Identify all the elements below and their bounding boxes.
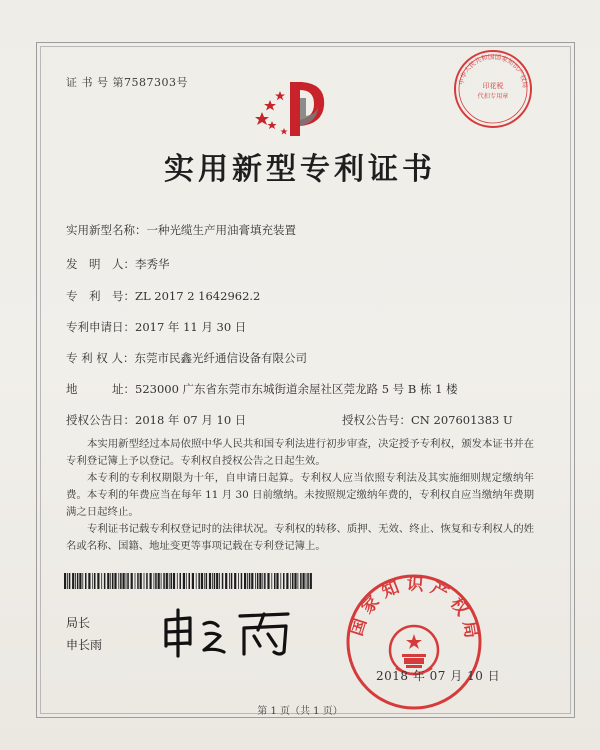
- barcode-bar: [72, 573, 74, 589]
- barcode-bar: [286, 573, 288, 589]
- barcode-bar: [158, 573, 160, 589]
- inventor-name: 李秀华: [135, 257, 170, 271]
- barcode-bar: [140, 573, 142, 589]
- barcode-bar: [276, 573, 278, 589]
- barcode-bar: [120, 573, 122, 589]
- barcode-bar: [241, 573, 243, 589]
- barcode-bar: [75, 573, 76, 589]
- barcode-bar: [77, 573, 79, 589]
- barcode-bar: [131, 573, 133, 589]
- barcode-bar: [234, 573, 236, 589]
- barcode-bar: [85, 573, 87, 589]
- barcode-bar: [238, 573, 239, 589]
- barcode-bar: [144, 573, 145, 589]
- barcode-bar: [94, 573, 96, 589]
- logo-star: [280, 128, 287, 135]
- field-label: 专 利 权 人：: [66, 351, 135, 365]
- barcode-bar: [251, 573, 253, 589]
- barcode-bar: [300, 573, 302, 589]
- barcode-bar: [107, 573, 109, 589]
- address-row: [66, 381, 458, 397]
- barcode-bar: [294, 573, 296, 589]
- barcode-bar: [264, 573, 266, 589]
- barcode-bar: [204, 573, 205, 589]
- patent-office-seal-text: 国家知识产权局: [346, 574, 482, 646]
- barcode-bar: [180, 573, 182, 589]
- barcode-bar: [310, 573, 312, 589]
- barcode-bar: [255, 573, 256, 589]
- patentee-row: [66, 350, 307, 366]
- barcode-bar: [306, 573, 307, 589]
- barcode-bar: [247, 573, 248, 589]
- barcode-bar: [171, 573, 173, 589]
- filing-date-row: [66, 319, 246, 335]
- tax-seal-ring-text: 中华人民共和国国家知识产权局: [457, 52, 530, 89]
- barcode-bar: [183, 573, 185, 589]
- logo-star: [255, 112, 269, 125]
- logo-star: [264, 100, 276, 111]
- barcode-bar: [214, 573, 216, 589]
- barcode-bar: [135, 573, 136, 589]
- barcode-bar: [112, 573, 114, 589]
- tax-seal-line1: 印花税: [482, 82, 504, 90]
- barcode-bar: [259, 573, 261, 589]
- barcode-bar: [126, 573, 127, 589]
- field-label: 地 址：: [66, 382, 135, 396]
- barcode-bar: [212, 573, 213, 589]
- barcode-bar: [192, 573, 194, 589]
- barcode-bar: [67, 573, 68, 589]
- paragraph-status: 专利证书记载专利权登记时的法律状况。专利权的转移、质押、无效、终止、恢复和专利权人的姓名或名称、国籍、地址变更等事项记载在专利登记簿上。: [66, 523, 534, 552]
- barcode-bar: [118, 573, 119, 589]
- barcode-bar: [257, 573, 259, 589]
- barcode-bar: [146, 573, 148, 589]
- barcode-bar: [216, 573, 218, 589]
- patentee-name: 东莞市民鑫光纤通信设备有限公司: [134, 351, 307, 365]
- barcode-bar: [154, 573, 155, 589]
- address: 523000 广东省东莞市东城街道余屋社区莞龙路 5 号 B 栋 1 楼: [135, 382, 458, 396]
- barcode-bar: [166, 573, 168, 589]
- barcode-bar: [249, 573, 251, 589]
- barcode-bar: [69, 573, 71, 589]
- barcode-bar: [262, 573, 263, 589]
- barcode-bar: [274, 573, 276, 589]
- logo-star: [268, 121, 277, 129]
- barcode-bar: [173, 573, 175, 589]
- barcode-bar: [150, 573, 152, 589]
- paragraph-grant: 本实用新型经过本局依照中华人民共和国专利法进行初步审查，决定授予专利权，颁发本证书并在专利登记簿上予以登记。专利权自授权公告之日起生效。: [66, 438, 534, 467]
- grant-number-row: [342, 412, 513, 428]
- barcode-bar: [303, 573, 305, 589]
- barcode-bar: [229, 573, 230, 589]
- certificate-title: 实用新型专利证书: [164, 152, 436, 187]
- grant-date-row: [66, 412, 246, 428]
- paragraph-term: 本专利的专利权期限为十年，自申请日起算。专利权人应当依照专利法及其实施细则规定缴纳年费。本专利的年费应当在每年 11 月 30 日前缴纳。未按照规定缴纳年费的，专利权自应当缴纳年费期满之日起终止。: [66, 472, 534, 518]
- inventor-row: [66, 256, 170, 272]
- logo-star: [275, 91, 285, 100]
- barcode-bar: [189, 573, 191, 589]
- barcode-bar: [219, 573, 220, 589]
- barcode-bar: [104, 573, 106, 589]
- barcode-bar: [114, 573, 116, 589]
- barcode-bar: [222, 573, 224, 589]
- barcode-bar: [201, 573, 203, 589]
- grant-number: CN 207601383 U: [411, 413, 513, 427]
- director-signature: [160, 606, 300, 658]
- patent-number: ZL 2017 2 1642962.2: [135, 289, 261, 303]
- barcode-bar: [225, 573, 227, 589]
- barcode-bar: [82, 573, 83, 589]
- barcode-bar: [206, 573, 208, 589]
- barcode-bar: [163, 573, 165, 589]
- barcode-bar: [101, 573, 102, 589]
- barcode-bar: [292, 573, 294, 589]
- barcode-bar: [307, 573, 309, 589]
- barcode-bar: [290, 573, 291, 589]
- barcode-bar: [137, 573, 139, 589]
- barcode-bar: [298, 573, 299, 589]
- utility-model-name-row: [66, 222, 296, 238]
- barcode-bar: [64, 573, 66, 589]
- barcode-bar: [280, 573, 281, 589]
- patent-office-seal: [344, 572, 484, 712]
- barcode-bar: [244, 573, 246, 589]
- patent-number-row: [66, 288, 260, 304]
- barcode-bar: [177, 573, 178, 589]
- barcode-bar: [161, 573, 162, 589]
- barcode-bar: [169, 573, 170, 589]
- barcode-bar: [88, 573, 90, 589]
- barcode-bar: [155, 573, 157, 589]
- field-label: 授权公告日：: [66, 413, 135, 427]
- filing-date: 2017 年 11 月 30 日: [135, 320, 247, 334]
- patent-office-logo: [254, 72, 334, 140]
- certificate-number: 证 书 号 第7587303号: [66, 76, 188, 89]
- barcode-bar: [127, 573, 129, 589]
- barcode-bar: [123, 573, 125, 589]
- logo-p-stroke: [290, 82, 324, 136]
- tax-seal: [452, 48, 534, 130]
- seal-date: 2018 年 07 月 10 日: [376, 669, 501, 683]
- barcode: [64, 573, 312, 589]
- director-title: 局长: [66, 616, 91, 630]
- field-label: 专利申请日：: [66, 320, 135, 334]
- grant-date: 2018 年 07 月 10 日: [135, 413, 247, 427]
- barcode-bar: [79, 573, 81, 589]
- barcode-bar: [198, 573, 200, 589]
- tax-seal-line2: 代扣专用章: [477, 93, 509, 100]
- barcode-bar: [92, 573, 93, 589]
- field-label: 发 明 人：: [66, 257, 135, 271]
- barcode-bar: [283, 573, 285, 589]
- barcode-bar: [97, 573, 99, 589]
- barcode-bar: [209, 573, 211, 589]
- barcode-bar: [267, 573, 269, 589]
- field-label: 实用新型名称：: [66, 223, 147, 237]
- field-label: 专 利 号：: [66, 289, 135, 303]
- utility-model-name: 一种光缆生产用油膏填充装置: [146, 223, 296, 237]
- director-name: 申长雨: [66, 638, 103, 652]
- barcode-bar: [196, 573, 197, 589]
- barcode-bar: [110, 573, 111, 589]
- page-number: 第 1 页（共 1 页）: [257, 706, 343, 717]
- field-label: 授权公告号：: [342, 413, 411, 427]
- barcode-bar: [186, 573, 187, 589]
- barcode-bar: [271, 573, 272, 589]
- barcode-bar: [231, 573, 233, 589]
